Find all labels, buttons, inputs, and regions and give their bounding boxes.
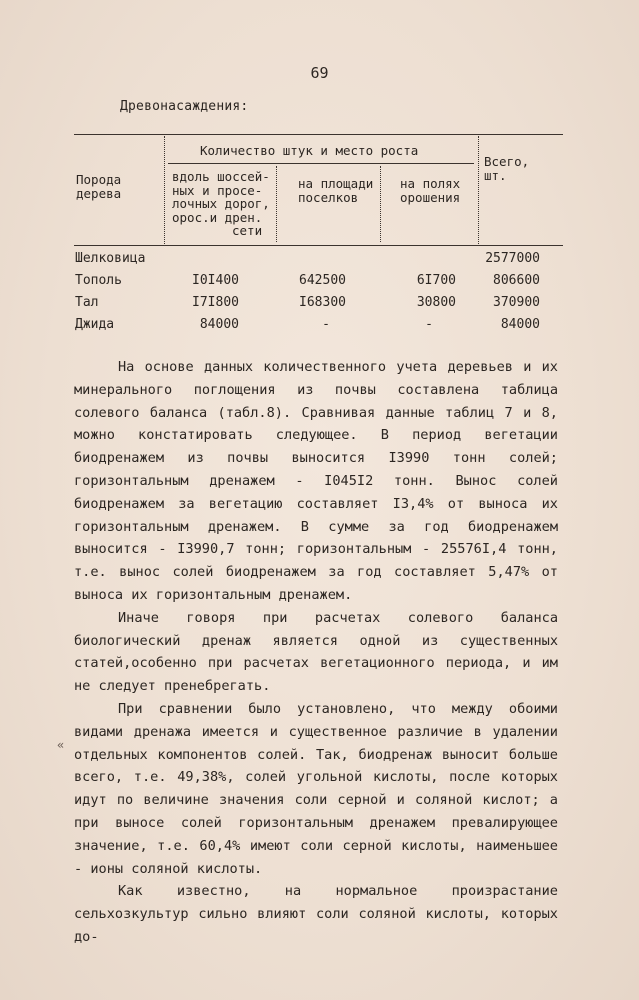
- header-roadside-line: сети: [232, 223, 263, 238]
- body-text: [74, 356, 558, 949]
- table-row: [0, 295, 639, 317]
- table-row: [0, 317, 639, 339]
- row-total: 370900: [493, 295, 540, 310]
- page-number: 69: [310, 64, 329, 82]
- table-header-bottom-rule: [74, 245, 563, 246]
- header-settlements-line: поселков: [298, 189, 359, 205]
- table-row: [0, 273, 639, 295]
- row-settlements-count: 642500: [299, 273, 346, 288]
- row-breed: Тополь: [75, 273, 122, 288]
- row-total: 806600: [493, 273, 540, 288]
- row-total: 2577000: [485, 251, 540, 266]
- row-settlements-count: -: [322, 317, 330, 332]
- row-irrigated-count: -: [425, 317, 433, 332]
- paragraph: Как известно, на нормальное произрастание сельхозкультур сильно влияют соли соляной кислоты, которых до-: [74, 883, 558, 945]
- column-separator: [276, 166, 277, 242]
- paragraph: При сравнении было установлено, что между обоими видами дренажа имеется и существенное различие в удалении отдельных компонентов солей. Так, биодренаж выносит больше всего, т.е. 49,38%, солей угольной кислоты, после которых идут по величине значения соли серной и соляной кислот; а при выносе солей горизонтальным дренажем превалирующее значение, т.е. 60,4% имеют соли серной кислоты, наименьшее - ионы соляной кислоты.: [74, 700, 558, 877]
- row-breed: Шелковица: [75, 251, 146, 266]
- row-breed: Тал: [75, 295, 99, 310]
- row-roadside-count: 84000: [199, 317, 239, 332]
- header-roadside-line: ных и просе-: [172, 182, 263, 198]
- row-breed: Джида: [75, 317, 115, 332]
- column-separator: [380, 166, 381, 242]
- section-label: Древонасаждения:: [120, 99, 249, 114]
- header-roadside-line: лочных дорог,: [172, 196, 270, 211]
- paragraph: Иначе говоря при расчетах солевого баланса биологический дренаж является одной из существенных статей,особенно при расчетах вегетационного периода, и им не следует пренебрегать.: [74, 609, 558, 695]
- row-irrigated-count: 6I700: [416, 273, 456, 288]
- row-total: 84000: [500, 317, 540, 332]
- column-separator: [164, 136, 165, 244]
- table-row: [0, 251, 639, 273]
- header-total-line: шт.: [484, 167, 507, 183]
- column-separator: [478, 136, 479, 244]
- row-irrigated-count: 30800: [416, 295, 456, 310]
- header-roadside-line: орос.и дрен.: [172, 209, 263, 225]
- row-roadside-count: I0I400: [192, 273, 239, 288]
- paragraph: На основе данных количественного учета деревьев и их минерального поглощения из почвы составлена таблица солевого баланса (табл.8). Сравнивая данные таблиц 7 и 8, можно констатировать следующее. В период вегетации биодренажем из почвы выносится I3990 тонн солей; горизонтальным дренажем - I045I2 тонн. Вынос солей биодренажем за вегетацию составляет I3,4% от выноса их горизонтальным дренажем. В сумме за год биодренажем выносится - I3990,7 тонн; горизонтальным - 25576I,4 тонн, т.е. вынос солей биодренажем за год составляет 5,47% от выноса их горизонтальным дренажем.: [74, 359, 558, 603]
- header-irrigated-line: орошения: [400, 189, 461, 205]
- table-top-rule: [74, 134, 563, 135]
- header-breed-line: дерева: [76, 185, 122, 201]
- header-roadside: [172, 170, 270, 238]
- row-settlements-count: I68300: [299, 295, 346, 310]
- margin-mark: «: [57, 738, 65, 752]
- header-irrigated-fields: [400, 177, 460, 204]
- group-header-rule: [168, 163, 474, 164]
- header-total: [484, 155, 529, 182]
- header-roadside-line: вдоль шоссей-: [172, 169, 270, 184]
- header-breed: [76, 173, 121, 200]
- header-settlements: [298, 177, 373, 204]
- header-settlements-line: на площади: [298, 176, 374, 191]
- header-breed-line: Порода: [76, 172, 122, 187]
- header-total-line: Всего,: [484, 154, 530, 169]
- header-group-title: Количество штук и место роста: [200, 143, 419, 158]
- row-roadside-count: I7I800: [192, 295, 239, 310]
- header-irrigated-line: на полях: [400, 176, 461, 191]
